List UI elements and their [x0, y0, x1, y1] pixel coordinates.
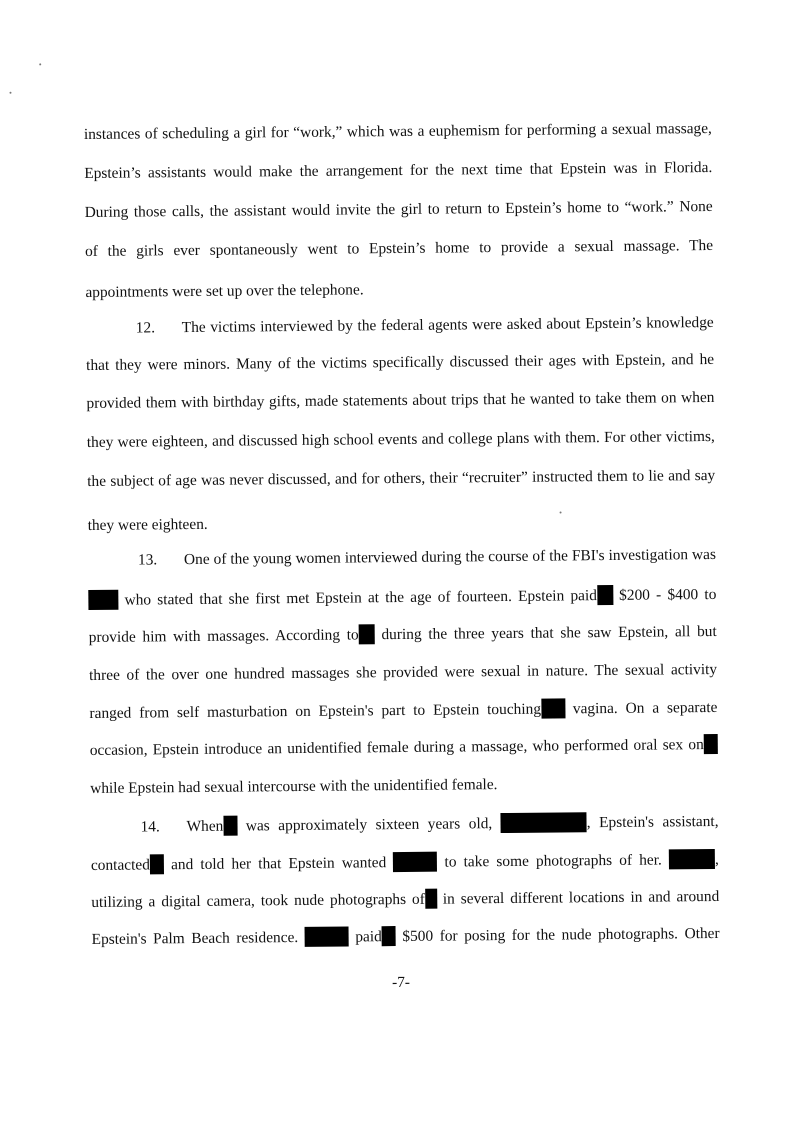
scan-speck [9, 92, 11, 94]
body-line: while Epstein had sexual intercourse with the unidentified female. [90, 776, 498, 797]
body-text: was approximately sixteen years old, [245, 815, 493, 835]
body-text: $500 for posing for the nude photographs. Other [402, 924, 720, 945]
body-text: One of the young women interviewed during the course of the FBI's investigation was [183, 545, 717, 569]
body-line: they were eighteen, and discussed high school events and college plans with them. For other victims, [86, 427, 715, 452]
body-text: vagina. On a separate [572, 698, 718, 718]
body-line: three of the over one hundred massages she provided were sexual in nature. The sexual activity [89, 660, 718, 684]
body-line [89, 697, 717, 724]
body-line: appointments were set up over the telephone. [85, 281, 364, 302]
redaction-block [382, 926, 396, 946]
body-line [89, 621, 717, 648]
redaction-block [393, 852, 437, 872]
body-line: of the girls ever spontaneously went to Epstein’s home to provide a sexual massage. The [84, 236, 714, 261]
paragraph-number: 14. [140, 818, 160, 836]
body-text: $200 - $400 to [619, 585, 717, 604]
body-text: ranged from self masturbation on Epstein's part to Epstein touching [89, 700, 542, 722]
body-text: paid [355, 928, 382, 946]
body-text: provide him with massages. According to [88, 626, 359, 646]
redaction-block [305, 927, 349, 947]
redaction-block [223, 816, 237, 836]
body-text: who stated that she first met Epstein at the age of fourteen. Epstein paid [124, 587, 598, 609]
paragraph-13-first-line [138, 545, 716, 571]
body-text: and told her that Epstein wanted [170, 854, 387, 874]
redaction-block [501, 812, 587, 833]
paragraph-number: 12. [135, 319, 156, 337]
body-line: provided them with birthday gifts, made statements about trips that he wanted to take them on when [86, 388, 715, 413]
body-line: the subject of age was never discussed, and for others, their “recruiter” instructed them to lie and say [87, 466, 716, 490]
redaction-block [597, 585, 613, 605]
body-line: they were eighteen. [87, 515, 208, 534]
body-line [90, 734, 718, 761]
page-number: -7- [391, 973, 411, 992]
body-text: When [186, 817, 224, 836]
body-text: Epstein's Palm Beach residence. [91, 928, 299, 948]
body-text: , [714, 850, 719, 868]
body-line: that they were minors. Many of the victims specifically discussed their ages with Epstein, and he [86, 350, 715, 375]
body-line [91, 849, 719, 876]
body-line: instances of scheduling a girl for “work,” which was a euphemism for performing a sexual massage, [83, 119, 712, 144]
body-text: utilizing a digital camera, took nude photographs of [91, 890, 425, 911]
body-line [92, 923, 720, 950]
redaction-block [88, 590, 118, 610]
body-text: , Epstein's assistant, [586, 812, 719, 832]
body-line [88, 584, 716, 611]
body-text: occasion, Epstein introduce an unidentified female during a massage, who performed oral sex on [89, 736, 704, 759]
body-text: contacted [90, 856, 150, 874]
body-line: Epstein’s assistants would make the arrangement for the next time that Epstein was in Florida. [84, 158, 713, 183]
redaction-block [359, 624, 375, 644]
redaction-block [425, 889, 437, 909]
redaction-block [704, 734, 718, 754]
paragraph-number: 13. [137, 551, 158, 569]
redaction-block [669, 849, 715, 869]
redaction-block [150, 854, 164, 874]
paragraph-12-first-line [136, 313, 714, 339]
body-text: in several different locations in and around [442, 887, 720, 908]
body-text: during the three years that she saw Epstein, all but [381, 622, 717, 644]
body-line: During those calls, the assistant would invite the girl to return to Epstein’s home to “work.” None [84, 197, 713, 222]
scan-speck [39, 63, 41, 65]
body-text: The victims interviewed by the federal agents were asked about Epstein’s knowledge [181, 313, 714, 337]
paragraph-14-first-line [140, 811, 718, 838]
body-line [91, 886, 719, 913]
body-text: to take some photographs of her. [444, 851, 662, 871]
redaction-block [541, 698, 565, 718]
